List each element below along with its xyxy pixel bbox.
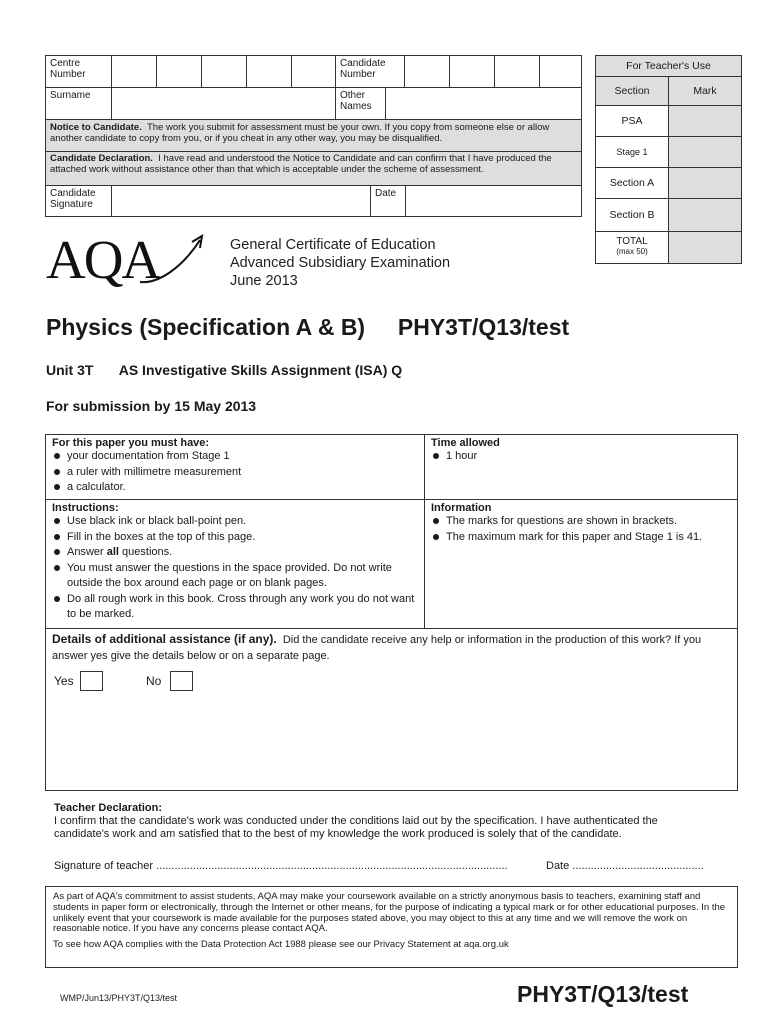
assistance-text-block [52,632,731,664]
teacher-signature-line[interactable]: Signature of teacher ................................................................................................................... [54,860,508,872]
section-column-header: Section [595,76,669,106]
candidate-signature-field[interactable] [111,185,371,217]
candidate-number-box[interactable] [404,55,450,88]
swoosh-arrow-icon [136,230,211,290]
assistance-title: Details of additional assistance (if any). [52,632,277,646]
must-have-cell [45,434,425,500]
list-item: a ruler with millimetre measurement [52,465,418,481]
paper-subject: Physics (Specification A & B) [46,314,366,340]
list-item: The maximum mark for this paper and Stage 1 is 41. [431,530,731,546]
date-field[interactable] [405,185,582,217]
list-item: your documentation from Stage 1 [52,449,418,465]
row-label-stage1: Stage 1 [595,136,669,168]
candidate-number-box[interactable] [449,55,495,88]
information-list [431,514,731,545]
instructions-cell [45,499,425,629]
must-have-title: For this paper you must have: [52,437,210,449]
unit-name: AS Investigative Skills Assignment (ISA) Q [118,362,403,378]
list-item [52,545,418,561]
privacy-paragraph-2: To see how AQA complies with the Data Protection Act 1988 please see our Privacy Statement at aqa.org.uk [53,939,509,951]
yes-label: Yes [54,674,74,688]
declaration-text: I have read and understood the Notice to Candidate and can confirm that I have produced the attached work without assistance other than that which is acceptable under the scheme of assessment. [50,153,552,175]
total-max: (max 50) [616,247,648,256]
answer-all-prefix: Answer [67,546,107,558]
teacher-date-line[interactable]: Date ........................................... [546,860,704,872]
other-names-field[interactable] [385,87,582,120]
list-item: 1 hour [431,449,731,465]
list-item: Do all rough work in this book. Cross through any work you do not want to be marked. [52,592,418,623]
centre-number-box[interactable] [111,55,157,88]
candidate-declaration [45,151,582,186]
teacher-declaration-title: Teacher Declaration: [54,802,163,814]
row-label-section-b: Section B [595,198,669,232]
row-label-psa: PSA [595,105,669,137]
exam-info-line3: June 2013 [230,273,298,289]
mark-box-section-b[interactable] [668,198,742,232]
time-allowed-cell [424,434,738,500]
exam-info-line2: Advanced Subsidiary Examination [230,255,451,271]
total-label: TOTAL [616,236,648,247]
unit-number: Unit 3T [46,362,94,378]
mark-box-section-a[interactable] [668,167,742,199]
must-have-list [52,449,418,496]
row-label-section-a: Section A [595,167,669,199]
mark-box-total[interactable] [668,231,742,264]
declaration-title: Candidate Declaration. [50,153,153,164]
unit-line [46,362,402,378]
centre-number-box[interactable] [201,55,247,88]
yes-checkbox[interactable] [80,671,103,691]
surname-field[interactable] [111,87,336,120]
centre-number-box[interactable] [291,55,336,88]
mark-box-stage1[interactable] [668,136,742,168]
answer-all-bold: all [106,546,119,558]
no-checkbox[interactable] [170,671,193,691]
mark-column-header: Mark [668,76,742,106]
notice-title: Notice to Candidate. [50,122,142,133]
instructions-title: Instructions: [52,502,119,514]
paper-title [46,314,569,341]
paper-code: PHY3T/Q13/test [397,314,570,340]
candidate-number-box[interactable] [539,55,582,88]
additional-assistance-box [45,628,738,791]
centre-number-label: Centre Number [45,55,112,88]
other-names-label: Other Names [335,87,386,120]
assistance-text: Did the candidate receive any help or information in the production of this work? If you answer yes give the details below or on a separate page. [52,634,702,662]
aqa-logo-text: AQA [46,229,160,290]
list-item: You must answer the questions in the space provided. Do not write outside the box around each page or on blank pages. [52,561,418,592]
exam-info-line1: General Certificate of Education [230,237,436,253]
privacy-paragraph-1: As part of AQA's commitment to assist students, AQA may make your coursework available on a strictly anonymous basis to teachers, examining staff and students in paper form or electronically, through the Internet or other means, for the purpose of indicating a typical mark or for other educational purposes. In the unlikely event that your coursework is made available for the purposes stated above, you may object to this at any time and we will remove the work on reasonable notice. If you have any concerns please contact AQA. [53,891,726,935]
answer-all-rest: questions. [118,546,173,558]
notice-to-candidate [45,119,582,152]
time-allowed-list [431,449,731,465]
time-allowed-title: Time allowed [431,437,500,449]
list-item: Fill in the boxes at the top of this page. [52,530,418,546]
list-item: Use black ink or black ball-point pen. [52,514,418,530]
information-cell [424,499,738,629]
candidate-number-label: Candidate Number [335,55,405,88]
notice-text: The work you submit for assessment must be your own. If you copy from someone else or allow another candidate to copy from you, or if you cheat in any other way, you may be disqualified. [50,122,550,144]
privacy-notice-box [45,886,738,968]
teacher-declaration-text: I confirm that the candidate's work was conducted under the conditions laid out by the specification. I have authenticated the candidate's work and am satisfied that to the best of my knowledge the work produced is solely that of the candidate. [54,815,658,840]
information-title: Information [431,502,492,514]
footer-paper-code: PHY3T/Q13/test [517,981,689,1007]
submission-date: For submission by 15 May 2013 [46,398,257,414]
centre-number-box[interactable] [156,55,202,88]
no-label: No [146,674,162,688]
candidate-signature-label: Candidate Signature [45,185,112,217]
exam-info [230,236,450,290]
total-label-cell [595,231,669,264]
list-item: a calculator. [52,480,418,496]
teachers-use-title: For Teacher's Use [595,55,742,77]
footer-reference: WMP/Jun13/PHY3T/Q13/test [60,993,178,1003]
candidate-number-box[interactable] [494,55,540,88]
centre-number-box[interactable] [246,55,292,88]
surname-label: Surname [45,87,112,120]
instructions-list [52,514,418,623]
mark-box-psa[interactable] [668,105,742,137]
teacher-declaration [54,802,714,841]
list-item: The marks for questions are shown in brackets. [431,514,731,530]
date-label: Date [370,185,406,217]
aqa-logo [46,230,211,290]
